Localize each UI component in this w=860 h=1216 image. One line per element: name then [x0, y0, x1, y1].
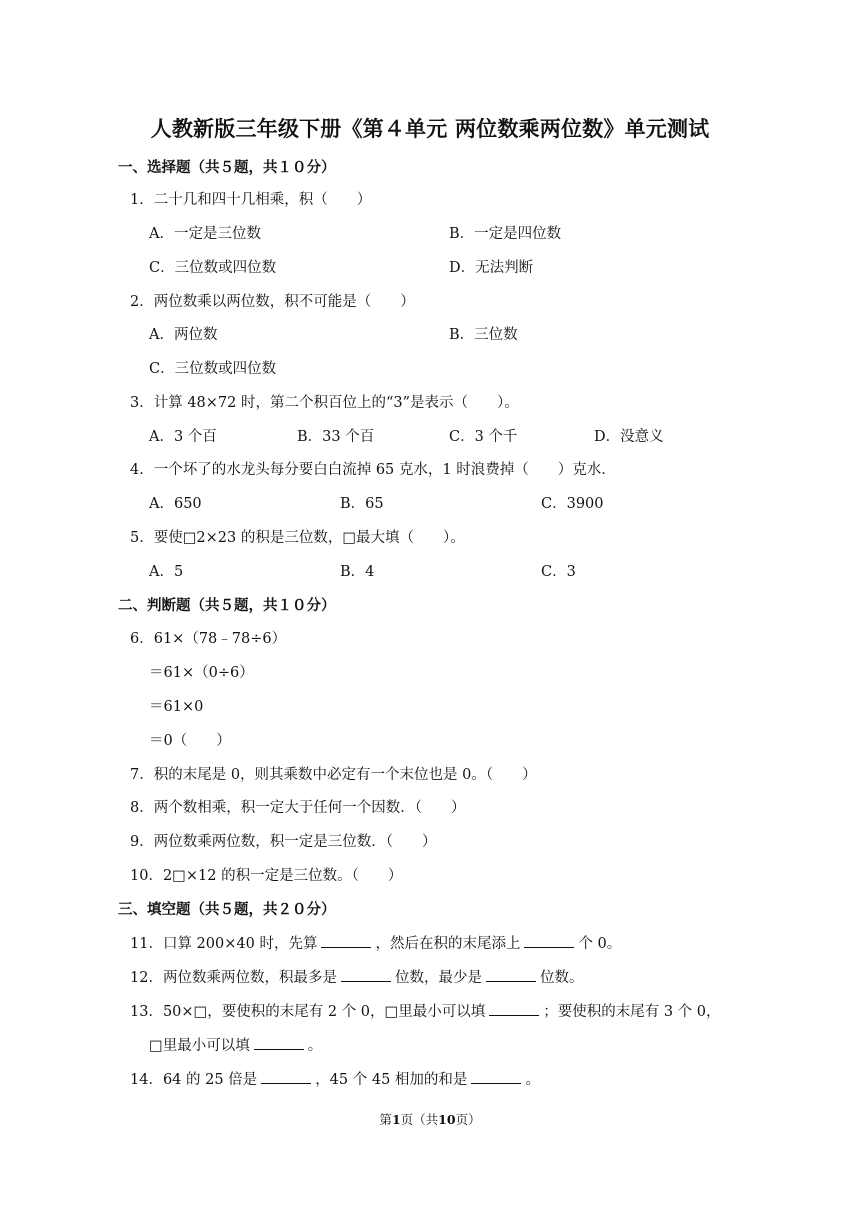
question-14-text-a: 14．64 的 25 倍是 — [130, 1072, 258, 1088]
question-6-line-4: ＝0（ ） — [149, 733, 231, 749]
question-11-text-b: ，然后在积的末尾添上 — [375, 936, 521, 952]
answer-blank[interactable] — [524, 933, 574, 948]
section-heading-choice: 一、选择题（共５题，共１０分） — [118, 159, 336, 176]
answer-blank[interactable] — [341, 967, 391, 982]
question-13-continued — [149, 1035, 322, 1056]
question-4-stem: 4．一个坏了的水龙头每分要白白流掉 65 克水，1 时浪费掉（ ）克水． — [130, 462, 616, 478]
question-14-text-c: 。 — [525, 1072, 540, 1088]
footer-page-number: 1 — [391, 1112, 401, 1127]
question-13-text-b: ；要使积的末尾有 3 个 0， — [543, 1004, 721, 1020]
page-footer — [0, 1110, 860, 1128]
question-4-option-a: A．650 — [149, 496, 202, 512]
question-5-stem: 5．要使□2×23 的积是三位数，□最大填（ ）。 — [130, 530, 465, 546]
footer-suffix: 页） — [455, 1112, 481, 1127]
question-4-option-b: B．65 — [340, 496, 384, 512]
question-3-option-b: B．33 个百 — [297, 429, 375, 445]
question-7: 7．积的末尾是 0，则其乘数中必定有一个末位也是 0。（ ） — [130, 767, 537, 783]
question-6-line-3: ＝61×0 — [149, 699, 204, 715]
section-heading-fill: 三、填空题（共５题，共２０分） — [118, 901, 336, 918]
question-2-option-c: C．三位数或四位数 — [149, 361, 277, 377]
question-9: 9．两位数乘两位数，积一定是三位数．（ ） — [130, 834, 437, 850]
footer-middle: 页（共 — [400, 1112, 439, 1127]
question-2-option-a: A．两位数 — [149, 327, 218, 343]
question-10: 10．2□×12 的积一定是三位数。（ ） — [130, 868, 403, 884]
page-title: 人教新版三年级下册《第４单元 两位数乘两位数》单元测试 — [150, 116, 710, 141]
question-13-text-d: 。 — [307, 1038, 323, 1054]
question-1-option-c: C．三位数或四位数 — [149, 260, 277, 276]
question-4-option-c: C．3900 — [541, 496, 604, 512]
question-1-stem: 1．二十几和四十几相乘，积（ ） — [130, 192, 372, 208]
question-5-option-c: C．3 — [541, 564, 576, 580]
question-11-text-a: 11．口算 200×40 时，先算 — [130, 936, 318, 952]
question-11-text-c: 个 0。 — [578, 936, 622, 952]
question-1-option-d: D．无法判断 — [449, 260, 534, 276]
question-5-option-a: A．5 — [149, 564, 184, 580]
question-13-text-a: 13．50×□，要使积的末尾有 2 个 0，□里最小可以填 — [130, 1004, 486, 1020]
question-3-option-a: A．3 个百 — [149, 429, 217, 445]
question-8: 8．两个数相乘，积一定大于任何一个因数．（ ） — [130, 800, 466, 816]
question-13 — [130, 1001, 721, 1022]
question-3-option-d: D．没意义 — [594, 429, 664, 445]
question-12-text-c: 位数。 — [539, 970, 584, 986]
question-12 — [130, 967, 583, 988]
question-14-text-b: ，45 个 45 相加的和是 — [315, 1072, 468, 1088]
footer-prefix: 第 — [379, 1112, 392, 1127]
section-heading-judge: 二、判断题（共５题，共１０分） — [118, 597, 336, 614]
question-3-stem: 3．计算 48×72 时，第二个积百位上的“3”是表示（ ）。 — [130, 395, 519, 411]
answer-blank[interactable] — [489, 1001, 539, 1016]
question-13-text-c: □里最小可以填 — [149, 1038, 250, 1054]
question-5-option-b: B．4 — [340, 564, 375, 580]
question-14 — [130, 1069, 540, 1090]
question-2-option-b: B．三位数 — [449, 327, 518, 343]
answer-blank[interactable] — [471, 1069, 521, 1084]
question-12-text-a: 12．两位数乘两位数，积最多是 — [130, 970, 337, 986]
answer-blank[interactable] — [261, 1069, 311, 1084]
question-6-line-1: 6．61×（78﹣78÷6） — [130, 631, 287, 647]
footer-total-pages: 10 — [438, 1112, 456, 1127]
question-1-option-b: B．一定是四位数 — [449, 226, 562, 242]
question-3-option-c: C．3 个千 — [449, 429, 518, 445]
question-1-option-a: A．一定是三位数 — [149, 226, 261, 242]
answer-blank[interactable] — [321, 933, 371, 948]
question-2-stem: 2．两位数乘以两位数，积不可能是（ ） — [130, 294, 415, 310]
answer-blank[interactable] — [486, 967, 536, 982]
question-11 — [130, 933, 621, 954]
question-12-text-b: 位数，最少是 — [394, 970, 482, 986]
question-6-line-2: ＝61×（0÷6） — [149, 665, 254, 681]
answer-blank[interactable] — [254, 1035, 304, 1050]
